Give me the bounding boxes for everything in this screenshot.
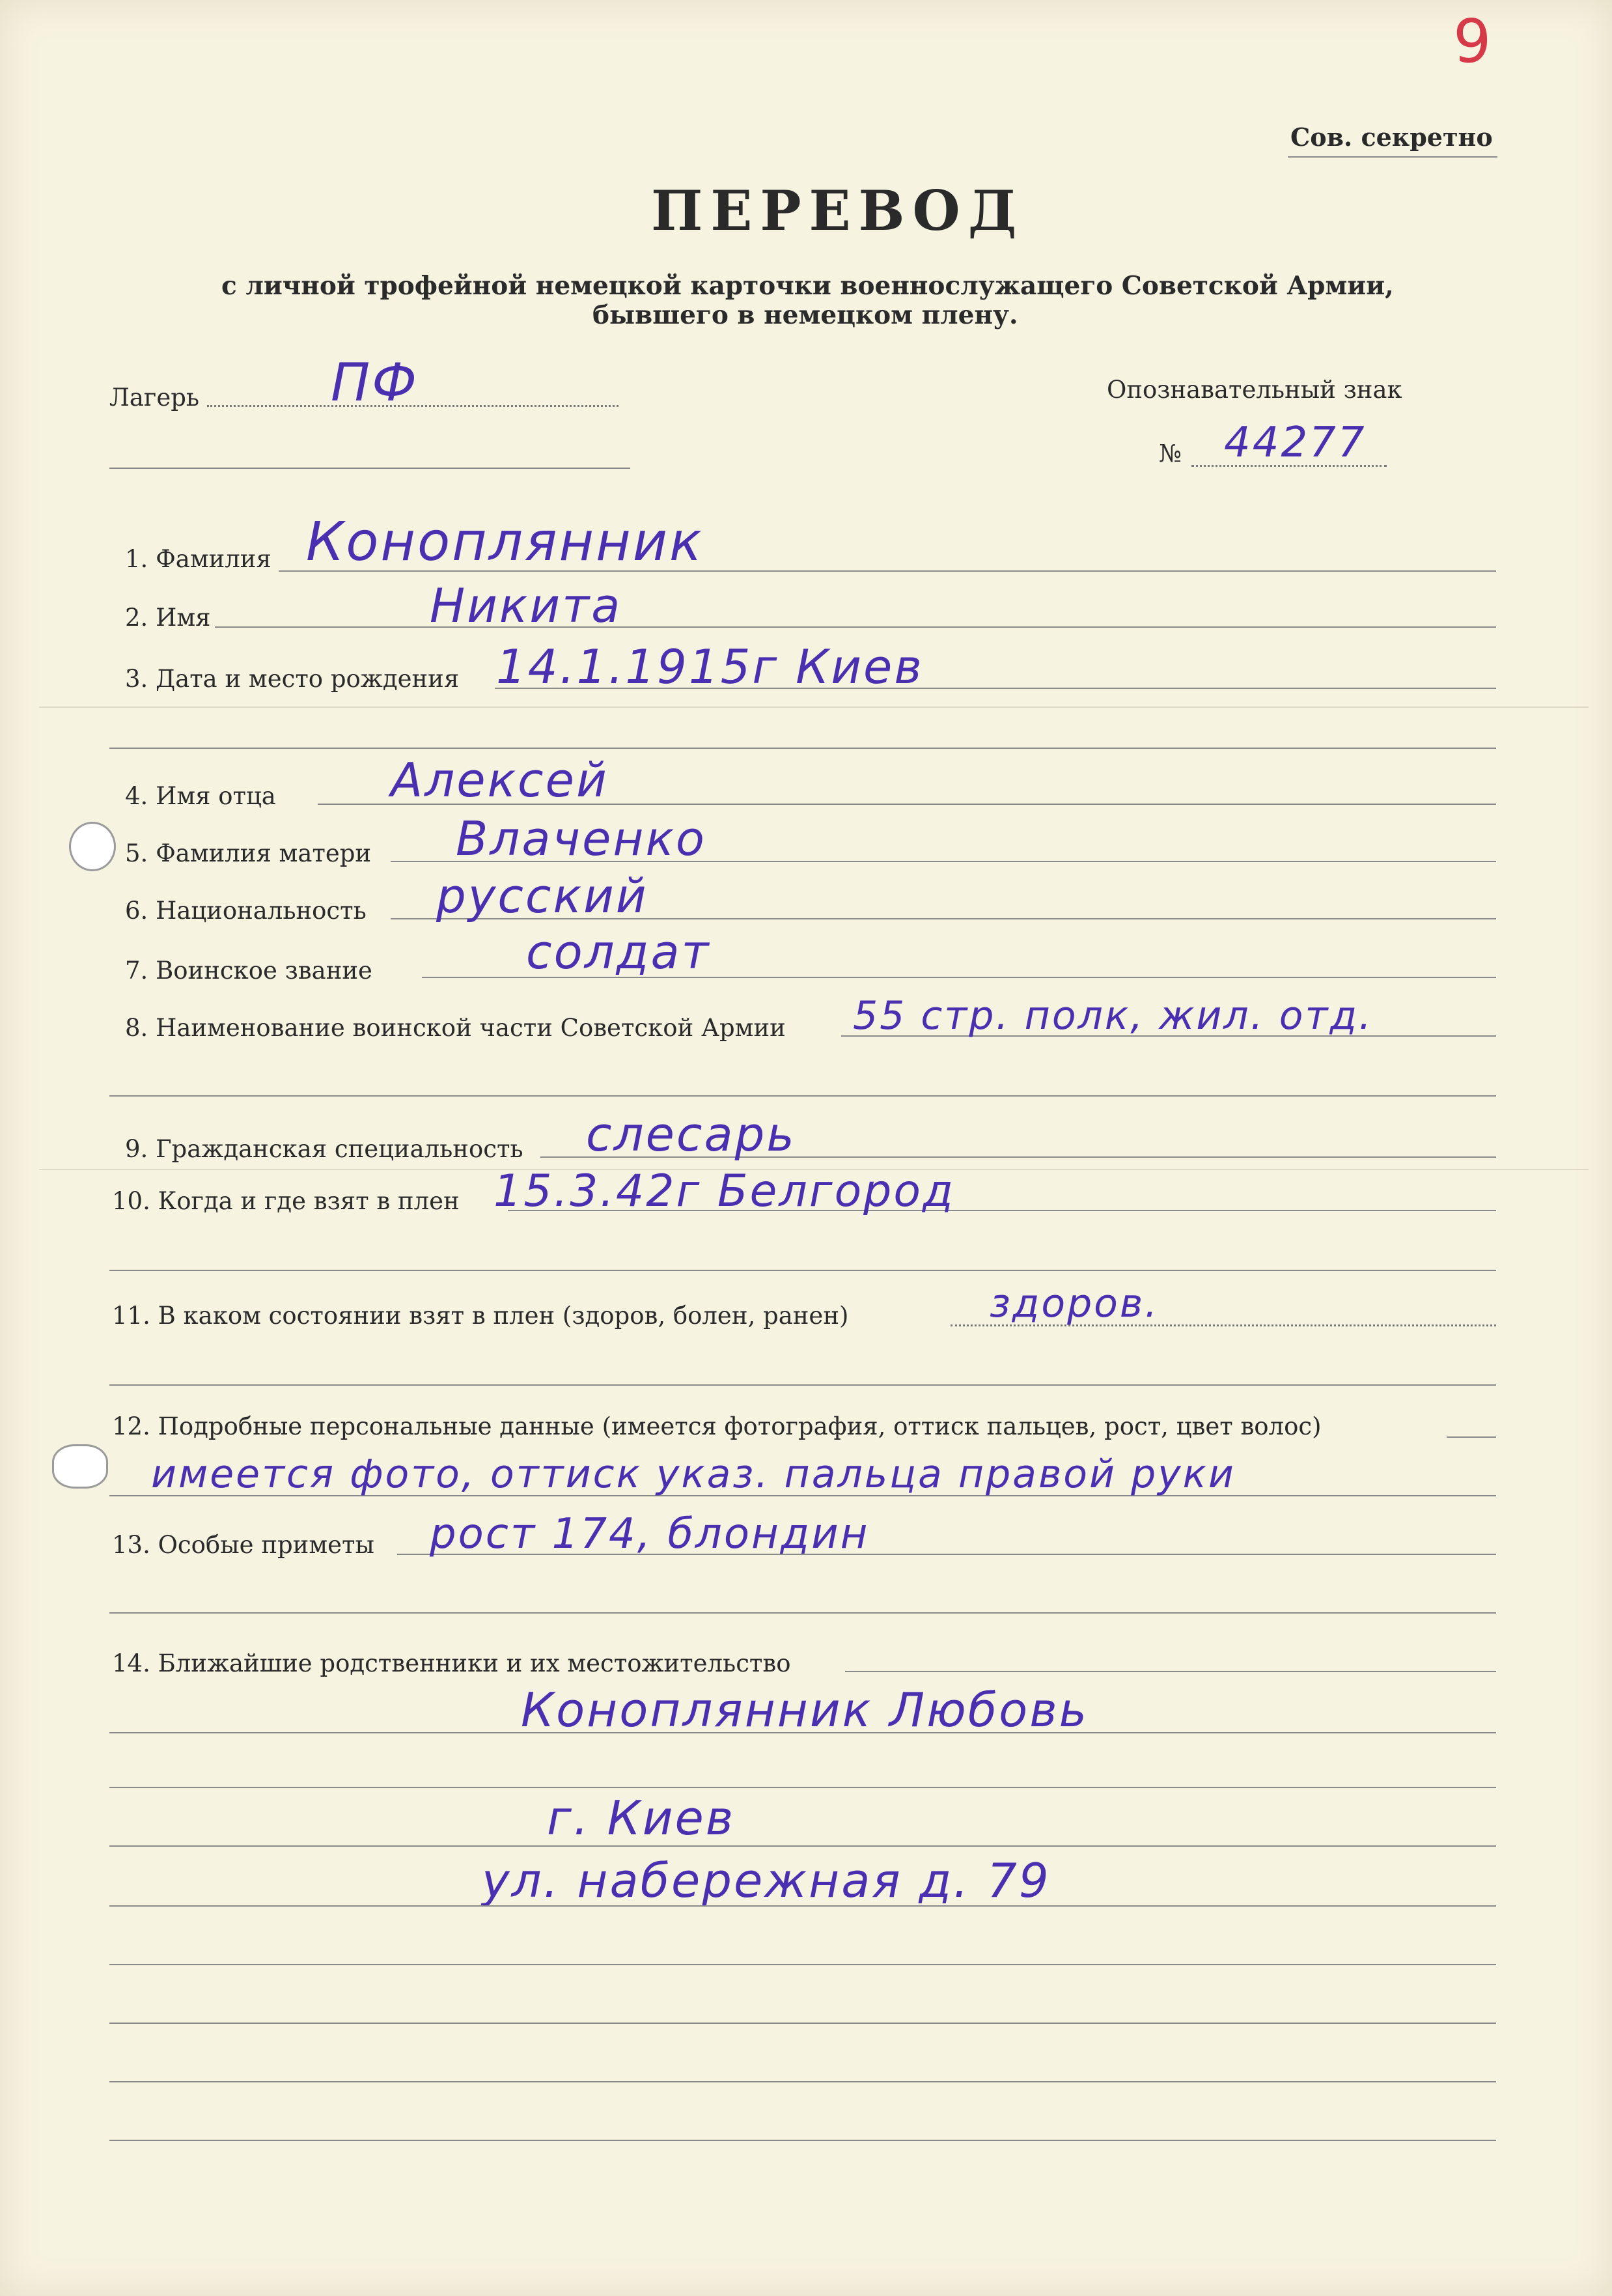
camp-label: Лагерь [109,384,200,412]
ident-number-label: № [1159,440,1182,468]
field-14-line-5 [109,1964,1496,1965]
field-1-value: Коноплянник [306,511,704,573]
field-14-line-8 [109,2140,1496,2141]
field-14-line-7 [109,2081,1496,2082]
camp-second-line [109,468,630,469]
field-10-extra-line [109,1270,1496,1271]
field-14-line-6 [109,2023,1496,2024]
field-9-value: слесарь [586,1107,796,1162]
field-6-label: 6. Национальность [125,897,367,925]
field-7-value: солдат [526,925,711,979]
field-14-line [845,1671,1496,1672]
field-4-label: 4. Имя отца [125,782,276,810]
field-1-label: 1. Фамилия [125,545,271,573]
classification-label: Сов. секретно [1290,122,1493,152]
field-12-line-end [1447,1436,1496,1438]
subtitle-line-1: с личной трофейной немецкой карточки военнослужащего Советской Армии, [221,271,1394,301]
field-6-value: русский [436,869,648,923]
field-11-extra-line [109,1384,1496,1386]
punch-hole [69,822,116,871]
field-2-line [215,626,1496,628]
page-number: 9 [1453,7,1494,76]
field-5-label: 5. Фамилия матери [125,839,372,867]
field-14-line-4 [109,1905,1496,1907]
field-8-extra-line [109,1095,1496,1097]
field-10-value: 15.3.42г Белгород [493,1166,955,1217]
field-14-line-1 [109,1732,1496,1733]
field-10-label: 10. Когда и где взят в плен [112,1187,460,1215]
field-13-extra-line [109,1612,1496,1614]
field-13-label: 13. Особые приметы [112,1531,374,1559]
field-8-label: 8. Наименование воинской части Советской Армии [125,1014,786,1042]
subtitle-line-2: бывшего в немецком плену. [592,300,1018,330]
field-3-extra-line [109,748,1496,749]
paper-crease [39,707,1589,708]
page-title: ПЕРЕВОД [651,178,1025,243]
field-14-line-3 [109,1845,1496,1847]
classification-underline [1288,156,1497,158]
field-14-value-line-1: Коноплянник Любовь [521,1683,1089,1737]
field-14-label: 14. Ближайшие родственники и их местожительство [112,1649,791,1677]
field-14-value-line-2: г. Киев [547,1791,736,1845]
field-5-value: Влаченко [456,811,706,866]
camp-value: ПФ [331,352,419,413]
field-9-label: 9. Гражданская специальность [125,1135,523,1163]
ident-label: Опознавательный знак [1107,376,1402,404]
field-8-value: 55 стр. полк, жил. отд. [853,993,1374,1039]
field-14-value-line-3: ул. набережная д. 79 [482,1853,1051,1908]
field-12-label: 12. Подробные персональные данные (имеется фотография, оттиск пальцев, рост, цвет волос) [112,1412,1322,1440]
field-3-value: 14.1.1915г Киев [496,639,924,694]
field-11-label: 11. В каком состоянии взят в плен (здоров, болен, ранен) [112,1302,849,1330]
field-2-label: 2. Имя [125,604,211,632]
punch-hole [52,1444,108,1489]
field-12-value: имеется фото, оттиск указ. пальца правой руки [151,1451,1236,1497]
field-4-value: Алексей [391,753,609,807]
field-3-label: 3. Дата и место рождения [125,665,460,693]
field-14-line-2 [109,1787,1496,1788]
ident-value: 44277 [1224,419,1367,467]
field-7-label: 7. Воинское звание [125,957,372,985]
field-2-value: Никита [430,578,622,633]
field-11-value: здоров. [990,1281,1160,1326]
field-13-value: рост 174, блондин [430,1510,870,1558]
